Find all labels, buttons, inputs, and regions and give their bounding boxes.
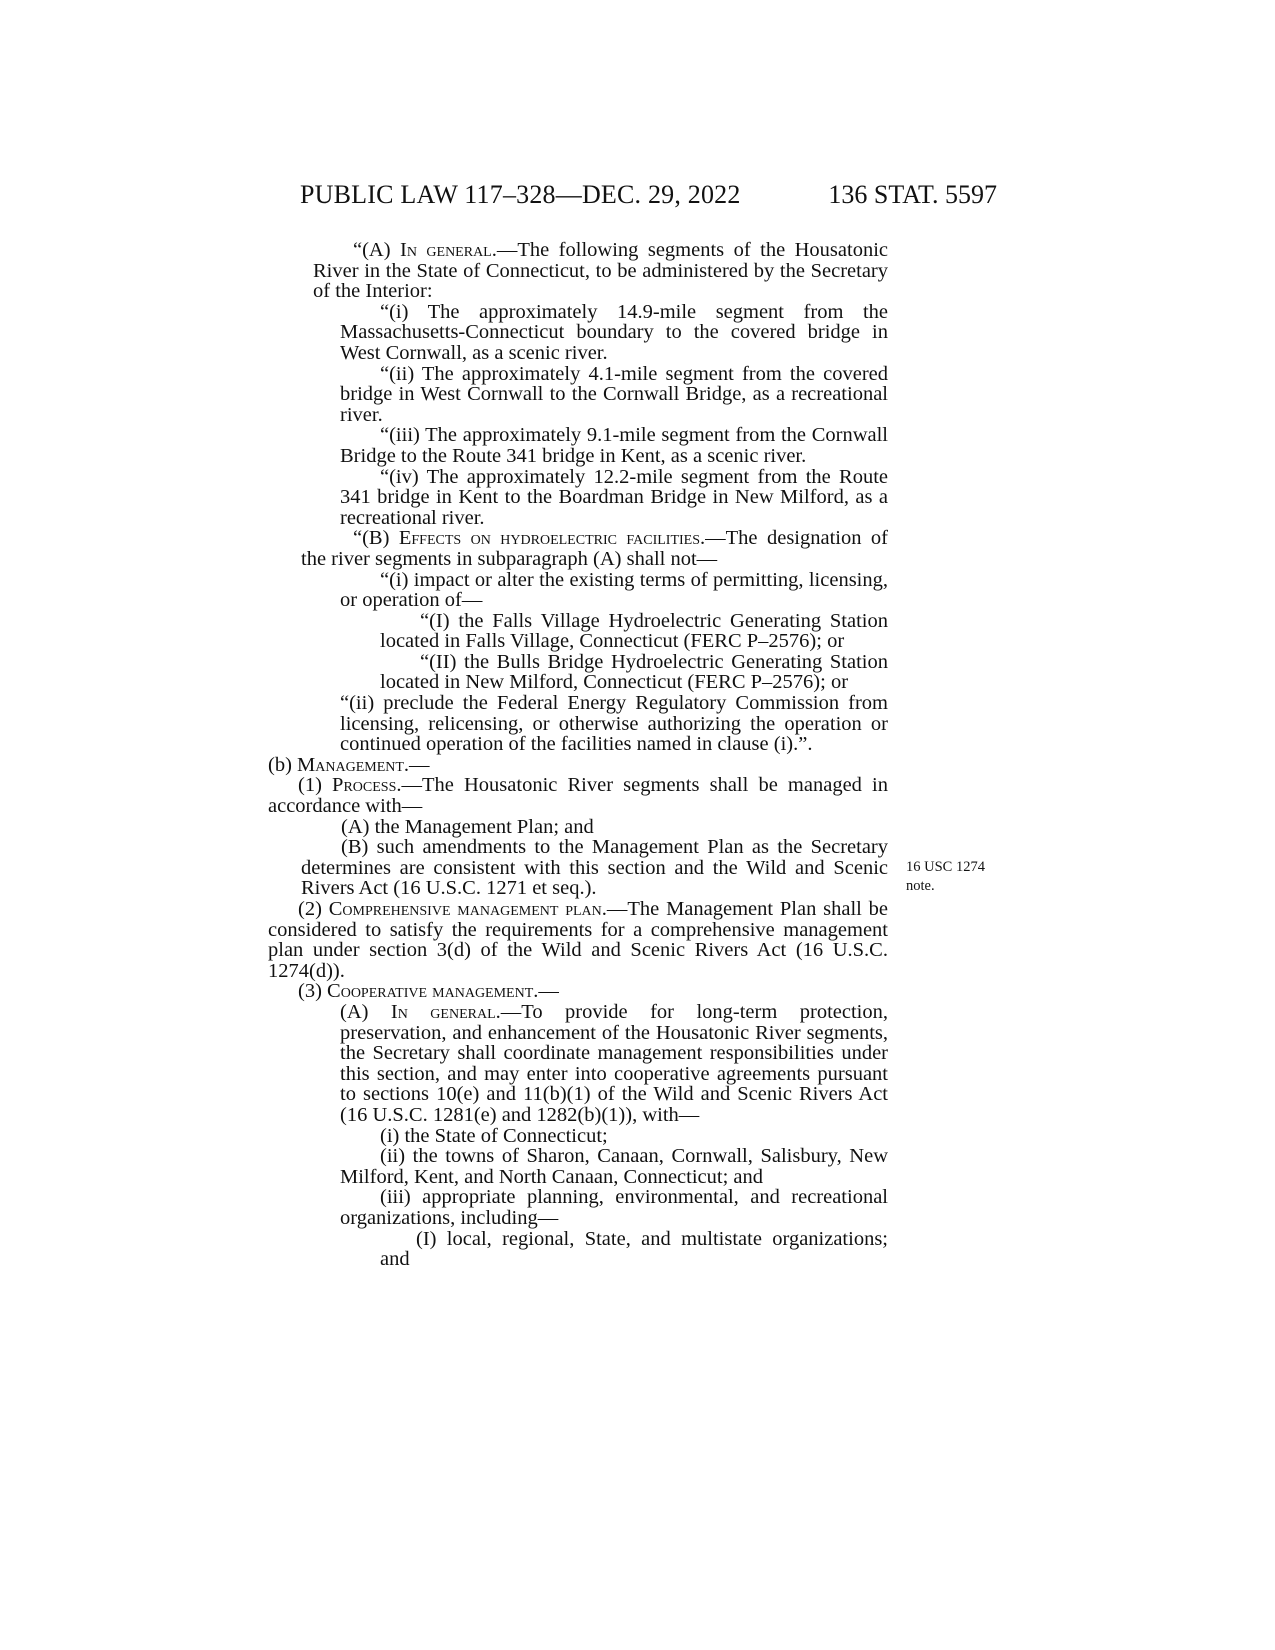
paragraph-1-process [268,775,888,816]
para-lead: (3) [298,980,328,1003]
document-body [268,240,888,1270]
subparagraph-A-plan: (A) the Management Plan; and [341,815,594,838]
para-heading: In general [390,1000,496,1023]
margin-citation [906,858,1006,896]
clause-ii: “(ii) The approximately 4.1-mile segment from the covered bridge in West Cornwall to the Cornwall Bridge, as a recreational river. [340,362,888,426]
clause-i-impact: “(i) impact or alter the existing terms of permitting, licensing, or operation of— [340,568,888,612]
subparagraph-A-general [268,1002,888,1126]
para-lead: (2) [298,898,329,920]
subclause-I-local: (I) local, regional, State, and multistate organizations; and [380,1227,888,1271]
margin-citation-line: 16 USC 1274 [906,859,985,875]
clause-iii: “(iii) The approximately 9.1-mile segment from the Cornwall Bridge to the Route 341 bridge in Kent, as a scenic river. [340,424,888,467]
clause-iii-organizations: (iii) appropriate planning, environmental, and recreational organizations, including— [340,1186,888,1229]
para-text: .—The Housatonic River segments shall be managed in accordance with— [268,774,888,818]
margin-citation-line: note. [906,878,935,894]
para-lead: (b) [268,753,298,776]
para-lead: “(A) [353,239,401,261]
para-heading: Cooperative management [327,980,534,1003]
para-heading: Comprehensive management plan [328,898,602,920]
para-heading: Process [332,774,397,797]
para-lead: (A) [340,1000,391,1023]
subclause-I: “(I) the Falls Village Hydroelectric Generating Station located in Falls Village, Connecticut (FERC P–2576); or [380,609,888,653]
para-text: .—The designation of the river segments in subparagraph (A) shall not— [301,527,888,570]
subclause-II: “(II) the Bulls Bridge Hydroelectric Generating Station located in New Milford, Connecticut (FERC P–2576); or [380,650,888,694]
paragraph-A [268,240,888,302]
paragraph-B [268,528,888,569]
para-text: .— [533,980,559,1003]
clause-iv: “(iv) The approximately 12.2-mile segment from the Route 341 bridge in Kent to the Boardman Bridge in New Milford, as a recreational river. [340,465,888,529]
paragraph-2-plan [268,899,888,981]
para-heading: In general [400,239,492,261]
subparagraph-B-amendments: (B) such amendments to the Management Plan as the Secretary determines are consistent with this section and the Wild and Scenic Rivers Act (16 U.S.C. 1271 et seq.). [301,836,888,900]
para-heading: Management [297,753,404,776]
para-lead: “(B) [353,527,399,550]
clause-ii-preclude: “(ii) preclude the Federal Energy Regulatory Commission from licensing, relicensing, or otherwise authorizing the operation or continued operation of the facilities named in clause (i).”. [340,692,888,756]
para-text: .— [403,753,430,776]
para-text: .—The Management Plan shall be considered to satisfy the requirements for a comprehensive management plan under section 3(d) of the Wild and Scenic Rivers Act (16 U.S.C. 1274(d)). [268,898,889,982]
subsection-b [268,755,888,776]
para-lead: (1) [298,774,333,797]
running-title: PUBLIC LAW 117–328—DEC. 29, 2022 [300,180,741,209]
paragraph-3-cooperative [268,981,888,1002]
para-text: .—To provide for long-term protection, preservation, and enhancement of the Housatonic River segments, the Secretary shall coordinate management responsibilities under this section, and may enter into cooperative agreements pursuant to sections 10(e) and 11(b)(1) of the Wild and Scenic Rivers Act (16 U.S.C. 1281(e) and 1282(b)(1)), with— [340,1000,888,1126]
para-heading: Effects on hydroelectric facilities [398,527,701,550]
clause-i: “(i) The approximately 14.9-mile segment from the Massachusetts-Connecticut boundary to the covered bridge in West Cornwall, as a scenic river. [340,300,888,364]
para-text: .—The following segments of the Housatonic River in the State of Connecticut, to be administered by the Secretary of the Interior: [313,239,888,303]
page-header [300,180,997,220]
clause-i-state: (i) the State of Connecticut; [380,1124,608,1147]
stat-page-number: 136 STAT. 5597 [828,180,997,209]
clause-ii-towns: (ii) the towns of Sharon, Canaan, Cornwall, Salisbury, New Milford, Kent, and North Canaan, Connecticut; and [340,1145,888,1188]
